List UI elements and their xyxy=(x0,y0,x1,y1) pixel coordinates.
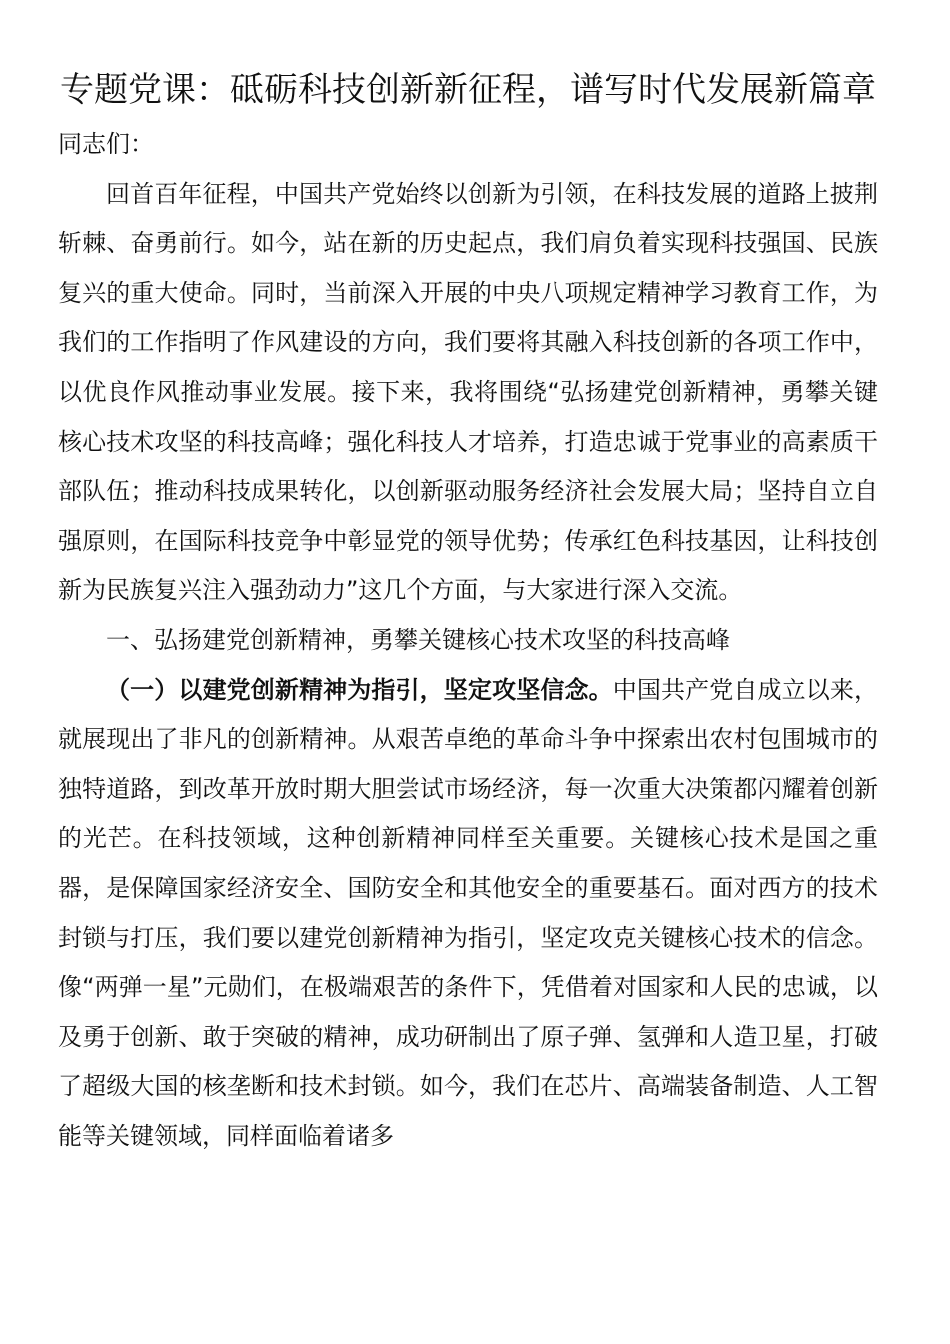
intro-paragraph: 回首百年征程，中国共产党始终以创新为引领，在科技发展的道路上披荆斩棘、奋勇前行。如今，站在新的历史起点，我们肩负着实现科技强国、民族复兴的重大使命。同时，当前深入开展的中央八项规定精神学习教育工作，为我们的工作指明了作风建设的方向，我们要将其融入科技创新的各项工作中，以优良作风推动事业发展。接下来，我将围绕“弘扬建党创新精神，勇攀关键核心技术攻坚的科技高峰；强化科技人才培养，打造忠诚于党事业的高素质干部队伍；推动科技成果转化，以创新驱动服务经济社会发展大局；坚持自立自强原则，在国际科技竞争中彰显党的领导优势；传承红色科技基因，让科技创新为民族复兴注入强劲动力”这几个方面，与大家进行深入交流。 xyxy=(58,179,878,605)
section-heading-1: 一、弘扬建党创新精神，勇攀关键核心技术攻坚的科技高峰 xyxy=(106,625,730,654)
subsection-heading-1: （一）以建党创新精神为指引，坚定攻坚信念。 xyxy=(106,675,613,704)
subsection-paragraph-1 xyxy=(58,666,878,1162)
page-title: 专题党课：砥砺科技创新新征程，谱写时代发展新篇章 xyxy=(60,70,876,110)
subsection-body-1: 中国共产党自成立以来，就展现出了非凡的创新精神。从艰苦卓绝的革命斗争中探索出农村包围城市的独特道路，到改革开放时期大胆尝试市场经济，每一次重大决策都闪耀着创新的光芒。在科技领域，这种创新精神同样至关重要。关键核心技术是国之重器，是保障国家经济安全、国防安全和其他安全的重要基石。面对西方的技术封锁与打压，我们要以建党创新精神为指引，坚定攻克关键核心技术的信念。像“两弹一星”元勋们，在极端艰苦的条件下，凭借着对国家和人民的忠诚，以及勇于创新、敢于突破的精神，成功研制出了原子弹、氢弹和人造卫星，打破了超级大国的核垄断和技术封锁。如今，我们在芯片、高端装备制造、人工智能等关键领域，同样面临着诸多 xyxy=(58,675,879,1150)
greeting: 同志们： xyxy=(58,130,154,158)
